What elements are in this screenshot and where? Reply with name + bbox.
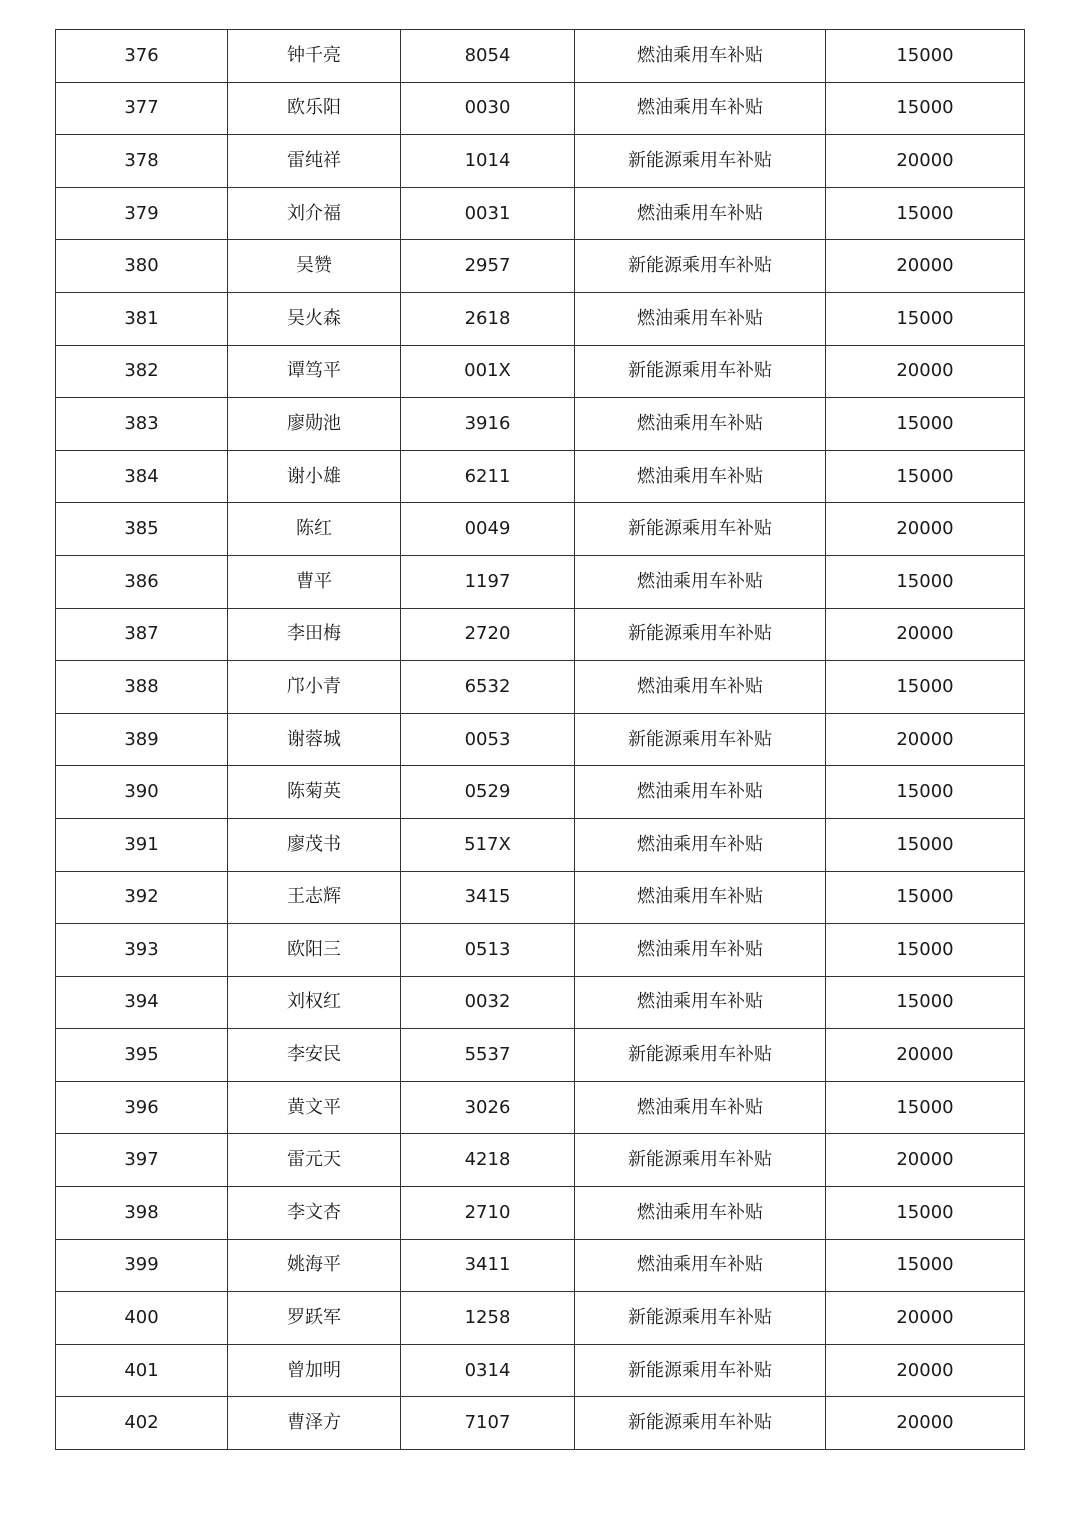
row-number-cell: 402: [56, 1397, 228, 1450]
amount-cell: 20000: [826, 240, 1025, 293]
name-cell: 罗跃军: [228, 1292, 401, 1345]
subsidy-type-cell: 燃油乘用车补贴: [575, 924, 826, 977]
table-row: [56, 976, 1025, 1029]
amount-cell: 15000: [826, 766, 1025, 819]
row-number-cell: 387: [56, 608, 228, 661]
row-number-cell: 396: [56, 1081, 228, 1134]
name-cell: 钟千亮: [228, 30, 401, 83]
amount-cell: 20000: [826, 135, 1025, 188]
subsidy-type-cell: 燃油乘用车补贴: [575, 871, 826, 924]
table-row: [56, 661, 1025, 714]
subsidy-type-cell: 新能源乘用车补贴: [575, 1029, 826, 1082]
row-number-cell: 382: [56, 345, 228, 398]
row-number-cell: 394: [56, 976, 228, 1029]
id-suffix-cell: 1197: [401, 555, 575, 608]
row-number-cell: 381: [56, 292, 228, 345]
amount-cell: 20000: [826, 713, 1025, 766]
subsidy-type-cell: 燃油乘用车补贴: [575, 82, 826, 135]
id-suffix-cell: 0053: [401, 713, 575, 766]
id-suffix-cell: 6211: [401, 450, 575, 503]
row-number-cell: 390: [56, 766, 228, 819]
id-suffix-cell: 2720: [401, 608, 575, 661]
name-cell: 曹平: [228, 555, 401, 608]
table-row: [56, 240, 1025, 293]
name-cell: 吴火森: [228, 292, 401, 345]
name-cell: 欧阳三: [228, 924, 401, 977]
amount-cell: 15000: [826, 555, 1025, 608]
id-suffix-cell: 3916: [401, 398, 575, 451]
id-suffix-cell: 517X: [401, 818, 575, 871]
subsidy-type-cell: 燃油乘用车补贴: [575, 976, 826, 1029]
subsidy-type-cell: 燃油乘用车补贴: [575, 1239, 826, 1292]
row-number-cell: 389: [56, 713, 228, 766]
subsidy-type-cell: 新能源乘用车补贴: [575, 608, 826, 661]
name-cell: 姚海平: [228, 1239, 401, 1292]
id-suffix-cell: 0049: [401, 503, 575, 556]
amount-cell: 20000: [826, 345, 1025, 398]
subsidy-type-cell: 新能源乘用车补贴: [575, 1292, 826, 1345]
id-suffix-cell: 3415: [401, 871, 575, 924]
subsidy-type-cell: 燃油乘用车补贴: [575, 661, 826, 714]
id-suffix-cell: 3026: [401, 1081, 575, 1134]
name-cell: 廖茂书: [228, 818, 401, 871]
amount-cell: 20000: [826, 503, 1025, 556]
amount-cell: 15000: [826, 187, 1025, 240]
amount-cell: 15000: [826, 450, 1025, 503]
name-cell: 曹泽方: [228, 1397, 401, 1450]
row-number-cell: 385: [56, 503, 228, 556]
row-number-cell: 379: [56, 187, 228, 240]
amount-cell: 15000: [826, 976, 1025, 1029]
table-row: [56, 187, 1025, 240]
table-row: [56, 555, 1025, 608]
amount-cell: 15000: [826, 1239, 1025, 1292]
table-row: [56, 1029, 1025, 1082]
table-row: [56, 871, 1025, 924]
table-row: [56, 713, 1025, 766]
subsidy-type-cell: 新能源乘用车补贴: [575, 1397, 826, 1450]
table-row: [56, 924, 1025, 977]
name-cell: 陈红: [228, 503, 401, 556]
table-row: [56, 1134, 1025, 1187]
row-number-cell: 397: [56, 1134, 228, 1187]
amount-cell: 15000: [826, 661, 1025, 714]
name-cell: 雷纯祥: [228, 135, 401, 188]
amount-cell: 15000: [826, 818, 1025, 871]
name-cell: 李田梅: [228, 608, 401, 661]
name-cell: 刘介福: [228, 187, 401, 240]
row-number-cell: 401: [56, 1344, 228, 1397]
row-number-cell: 398: [56, 1187, 228, 1240]
subsidy-type-cell: 新能源乘用车补贴: [575, 345, 826, 398]
amount-cell: 20000: [826, 1344, 1025, 1397]
subsidy-type-cell: 燃油乘用车补贴: [575, 187, 826, 240]
table-row: [56, 30, 1025, 83]
table-body: [56, 30, 1025, 1450]
id-suffix-cell: 8054: [401, 30, 575, 83]
subsidy-type-cell: 燃油乘用车补贴: [575, 818, 826, 871]
row-number-cell: 383: [56, 398, 228, 451]
subsidy-type-cell: 燃油乘用车补贴: [575, 555, 826, 608]
name-cell: 王志辉: [228, 871, 401, 924]
subsidy-type-cell: 新能源乘用车补贴: [575, 503, 826, 556]
amount-cell: 15000: [826, 30, 1025, 83]
row-number-cell: 377: [56, 82, 228, 135]
id-suffix-cell: 4218: [401, 1134, 575, 1187]
subsidy-type-cell: 新能源乘用车补贴: [575, 713, 826, 766]
name-cell: 谢蓉城: [228, 713, 401, 766]
amount-cell: 15000: [826, 292, 1025, 345]
name-cell: 黄文平: [228, 1081, 401, 1134]
table-row: [56, 135, 1025, 188]
row-number-cell: 386: [56, 555, 228, 608]
id-suffix-cell: 7107: [401, 1397, 575, 1450]
id-suffix-cell: 1014: [401, 135, 575, 188]
id-suffix-cell: 0030: [401, 82, 575, 135]
id-suffix-cell: 0529: [401, 766, 575, 819]
id-suffix-cell: 0513: [401, 924, 575, 977]
name-cell: 欧乐阳: [228, 82, 401, 135]
subsidy-type-cell: 燃油乘用车补贴: [575, 766, 826, 819]
name-cell: 曾加明: [228, 1344, 401, 1397]
table-row: [56, 345, 1025, 398]
name-cell: 李安民: [228, 1029, 401, 1082]
subsidy-type-cell: 燃油乘用车补贴: [575, 450, 826, 503]
name-cell: 吴赞: [228, 240, 401, 293]
subsidy-type-cell: 燃油乘用车补贴: [575, 292, 826, 345]
table-row: [56, 450, 1025, 503]
table-row: [56, 1344, 1025, 1397]
row-number-cell: 378: [56, 135, 228, 188]
amount-cell: 20000: [826, 1397, 1025, 1450]
table-row: [56, 1081, 1025, 1134]
id-suffix-cell: 0314: [401, 1344, 575, 1397]
amount-cell: 15000: [826, 871, 1025, 924]
amount-cell: 20000: [826, 1292, 1025, 1345]
name-cell: 谭笃平: [228, 345, 401, 398]
amount-cell: 15000: [826, 1187, 1025, 1240]
name-cell: 廖勋池: [228, 398, 401, 451]
row-number-cell: 395: [56, 1029, 228, 1082]
name-cell: 雷元天: [228, 1134, 401, 1187]
id-suffix-cell: 0031: [401, 187, 575, 240]
subsidy-type-cell: 燃油乘用车补贴: [575, 1081, 826, 1134]
subsidy-type-cell: 燃油乘用车补贴: [575, 30, 826, 83]
subsidy-type-cell: 新能源乘用车补贴: [575, 1134, 826, 1187]
row-number-cell: 392: [56, 871, 228, 924]
table-row: [56, 1292, 1025, 1345]
subsidy-type-cell: 新能源乘用车补贴: [575, 135, 826, 188]
table-row: [56, 1397, 1025, 1450]
name-cell: 刘权红: [228, 976, 401, 1029]
table-row: [56, 292, 1025, 345]
table-row: [56, 766, 1025, 819]
amount-cell: 15000: [826, 1081, 1025, 1134]
table-row: [56, 608, 1025, 661]
amount-cell: 15000: [826, 924, 1025, 977]
amount-cell: 15000: [826, 398, 1025, 451]
amount-cell: 20000: [826, 608, 1025, 661]
subsidy-table-container: [55, 29, 1024, 1450]
name-cell: 李文杏: [228, 1187, 401, 1240]
row-number-cell: 391: [56, 818, 228, 871]
subsidy-table: [55, 29, 1025, 1450]
id-suffix-cell: 2618: [401, 292, 575, 345]
id-suffix-cell: 001X: [401, 345, 575, 398]
id-suffix-cell: 6532: [401, 661, 575, 714]
id-suffix-cell: 1258: [401, 1292, 575, 1345]
amount-cell: 20000: [826, 1029, 1025, 1082]
row-number-cell: 376: [56, 30, 228, 83]
table-row: [56, 1187, 1025, 1240]
id-suffix-cell: 5537: [401, 1029, 575, 1082]
amount-cell: 20000: [826, 1134, 1025, 1187]
id-suffix-cell: 2710: [401, 1187, 575, 1240]
row-number-cell: 393: [56, 924, 228, 977]
id-suffix-cell: 0032: [401, 976, 575, 1029]
subsidy-type-cell: 燃油乘用车补贴: [575, 398, 826, 451]
id-suffix-cell: 3411: [401, 1239, 575, 1292]
table-row: [56, 398, 1025, 451]
table-row: [56, 818, 1025, 871]
row-number-cell: 380: [56, 240, 228, 293]
subsidy-type-cell: 燃油乘用车补贴: [575, 1187, 826, 1240]
name-cell: 陈菊英: [228, 766, 401, 819]
id-suffix-cell: 2957: [401, 240, 575, 293]
name-cell: 谢小雄: [228, 450, 401, 503]
row-number-cell: 400: [56, 1292, 228, 1345]
table-row: [56, 1239, 1025, 1292]
row-number-cell: 384: [56, 450, 228, 503]
subsidy-type-cell: 新能源乘用车补贴: [575, 1344, 826, 1397]
row-number-cell: 388: [56, 661, 228, 714]
subsidy-type-cell: 新能源乘用车补贴: [575, 240, 826, 293]
name-cell: 邝小青: [228, 661, 401, 714]
row-number-cell: 399: [56, 1239, 228, 1292]
amount-cell: 15000: [826, 82, 1025, 135]
table-row: [56, 503, 1025, 556]
table-row: [56, 82, 1025, 135]
